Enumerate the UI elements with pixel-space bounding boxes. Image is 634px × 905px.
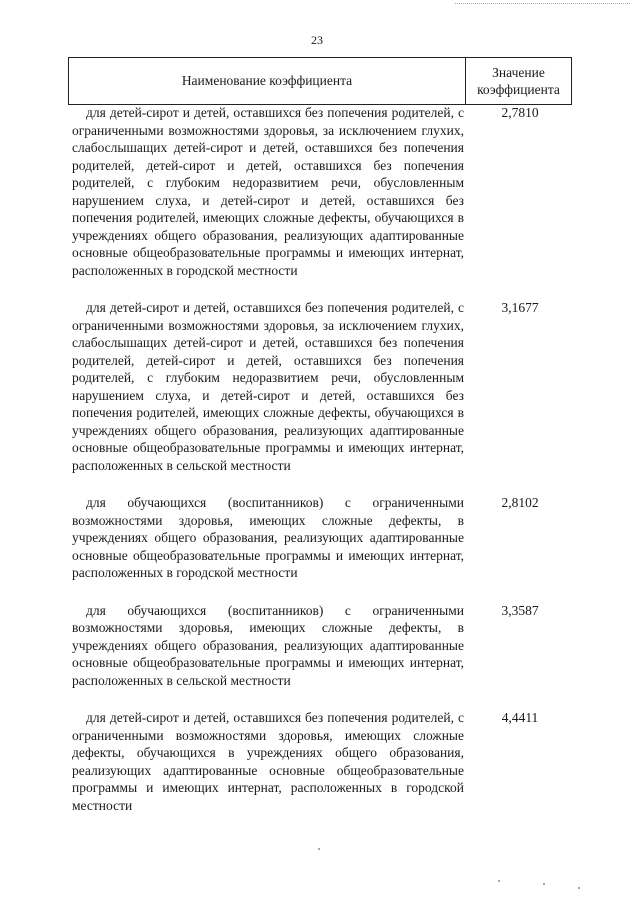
page-number: 23: [311, 33, 323, 47]
coefficient-description: для обучающихся (воспитанников) с ограниченными возможностями здоровья, имеющих сложные дефекты, в учреждениях общего образования, реализующих адаптированные основные общеобразовательные программы и имеющих интернат, расположенных в городской местности: [72, 495, 464, 580]
coefficient-description: для детей-сирот и детей, оставшихся без попечения родителей, с ограниченными возможностями здоровья, за исключением глухих, слабослышащих детей-сирот и детей, оставшихся без попечения родителей, детей-сирот и детей, оставшихся без попечения родителей, с глубоким недоразвитием речи, обусловленным нарушением слуха, и детей-сирот и детей, оставшихся без попечения родителей, имеющих сложные дефекты, обучающихся в учреждениях общего образования, реализующих адаптированные основные общеобразовательные программы и имеющих интернат, расположенных в сельской местности: [72, 300, 464, 473]
scan-speck: [318, 848, 320, 850]
table-row: [72, 709, 572, 814]
header-value-line1: Значение: [492, 65, 545, 80]
scan-speck: [578, 887, 580, 889]
header-coefficient-value: [466, 58, 571, 104]
scan-edge-rule: [455, 3, 630, 4]
header-value-line2: коэффициента: [477, 82, 560, 97]
coefficient-value: 3,3587: [501, 602, 539, 618]
table-body: [72, 104, 572, 834]
coefficient-description: для детей-сирот и детей, оставшихся без попечения родителей, с ограниченными возможностями здоровья, за исключением глухих, слабослышащих детей-сирот и детей, оставшихся без попечения родителей, детей-сирот и детей, оставшихся без попечения родителей, с глубоким недоразвитием речи, обусловленным нарушением слуха, и детей-сирот и детей, оставшихся без попечения родителей, имеющих сложные дефекты, обучающихся в учреждениях общего образования, реализующих адаптированные основные общеобразовательные программы и имеющих интернат, расположенных в городской местности: [72, 105, 464, 278]
table-row: [72, 494, 572, 582]
scan-speck: [543, 883, 545, 885]
header-coefficient-name: Наименование коэффициента: [69, 58, 466, 104]
table-header: [68, 57, 572, 105]
coefficient-value: 3,1677: [501, 300, 539, 315]
coefficient-description: для обучающихся (воспитанников) с ограниченными возможностями здоровья, имеющих сложные дефекты, в учреждениях общего образования, реализующих адаптированные основные общеобразовательные программы и имеющих интернат, расположенных в сельской местности: [72, 602, 464, 688]
coefficient-value: 2,7810: [501, 105, 539, 120]
coefficient-value: 4,4411: [501, 710, 539, 725]
table-row: [72, 104, 572, 279]
table-row: [72, 602, 572, 690]
coefficient-value: 2,8102: [501, 495, 539, 510]
coefficient-description: для детей-сирот и детей, оставшихся без попечения родителей, с ограниченными возможностями здоровья, имеющих сложные дефекты, обучающихся в учреждениях общего образования, реализующих адаптированные основные общеобразовательные программы и имеющих интернат, расположенных в городской местности: [72, 710, 464, 813]
scan-speck: [498, 880, 500, 882]
table-row: [72, 299, 572, 474]
